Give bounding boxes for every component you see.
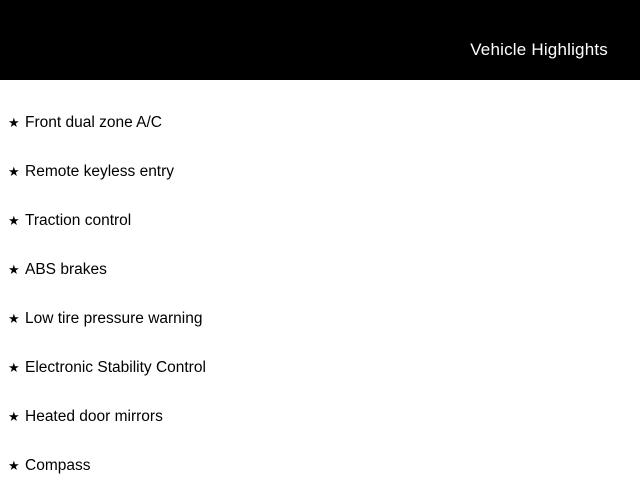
list-item-label: Low tire pressure warning bbox=[25, 309, 203, 327]
star-bullet-icon: ★ bbox=[8, 360, 20, 375]
list-item-label: Traction control bbox=[25, 211, 132, 229]
star-bullet-icon: ★ bbox=[8, 164, 20, 179]
star-bullet-icon: ★ bbox=[8, 311, 20, 326]
list-item bbox=[0, 196, 640, 245]
list-item bbox=[0, 245, 640, 294]
list-item-label: Front dual zone A/C bbox=[25, 113, 162, 131]
list-item bbox=[0, 98, 640, 147]
list-item bbox=[0, 294, 640, 343]
star-bullet-icon: ★ bbox=[8, 213, 20, 228]
list-item bbox=[0, 392, 640, 441]
page-title: Vehicle Highlights bbox=[470, 39, 608, 59]
list-item-label: Heated door mirrors bbox=[25, 407, 163, 425]
page-header bbox=[0, 0, 640, 80]
list-item-label: Electronic Stability Control bbox=[25, 358, 206, 376]
list-item-label: Compass bbox=[25, 456, 91, 474]
list-item-label: Remote keyless entry bbox=[25, 162, 175, 180]
list-item bbox=[0, 147, 640, 196]
star-bullet-icon: ★ bbox=[8, 115, 20, 130]
list-item bbox=[0, 441, 640, 490]
list-item-label: ABS brakes bbox=[25, 260, 107, 278]
list-item bbox=[0, 343, 640, 392]
star-bullet-icon: ★ bbox=[8, 458, 20, 473]
star-bullet-icon: ★ bbox=[8, 409, 20, 424]
star-bullet-icon: ★ bbox=[8, 262, 20, 277]
vehicle-highlights-list bbox=[0, 80, 640, 490]
